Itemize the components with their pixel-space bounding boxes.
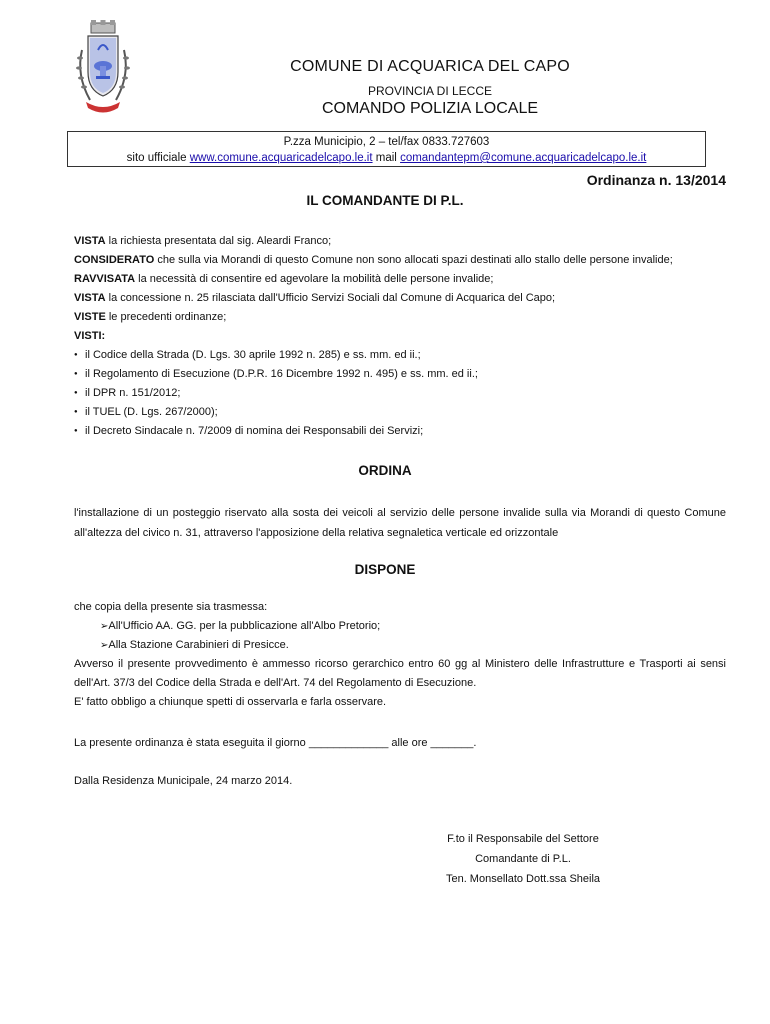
premise-keyword: CONSIDERATO bbox=[74, 254, 155, 266]
contact-links-line bbox=[68, 150, 705, 166]
premise-line bbox=[74, 289, 726, 308]
dispone-section bbox=[74, 598, 726, 712]
dispone-item: ➢ All'Ufficio AA. GG. per la pubblicazione all'Albo Pretorio; bbox=[100, 617, 726, 636]
date-line: Dalla Residenza Municipale, 24 marzo 2014. bbox=[74, 775, 293, 787]
header-provincia: PROVINCIA DI LECCE bbox=[367, 84, 493, 98]
signature-name: Ten. Monsellato Dott.ssa Sheila bbox=[445, 873, 601, 885]
dispone-intro: che copia della presente sia trasmessa: bbox=[74, 601, 268, 613]
visti-item: ● il Decreto Sindacale n. 7/2009 di nomina dei Responsabili dei Servizi; bbox=[74, 422, 726, 441]
mail-link[interactable]: comandantepm@comune.acquaricadelcapo.le.it bbox=[400, 152, 647, 164]
ordina-heading: ORDINA bbox=[358, 463, 412, 478]
premise-text: la necessità di consentire ed agevolare la mobilità delle persone invalide; bbox=[135, 273, 494, 285]
premise-text: che sulla via Morandi di questo Comune non sono allocati spazi destinati allo stallo delle persone invalide; bbox=[154, 254, 673, 266]
mail-label: mail bbox=[375, 152, 397, 164]
signature-role: F.to il Responsabile del Settore bbox=[447, 833, 599, 845]
ordina-text: l'installazione di un posteggio riservato alla sosta dei veicoli al servizio delle persone invalide sulla via Morandi di questo Comune all'altezza del civico n. 31, attraverso l'apposizione della relativa segnaletica verticale ed orizzontale bbox=[74, 507, 726, 539]
premise-text: la richiesta presentata dal sig. Aleardi Franco; bbox=[105, 235, 332, 247]
contact-box bbox=[67, 131, 706, 167]
signature-title: Comandante di P.L. bbox=[475, 853, 571, 865]
premise-keyword: RAVVISATA bbox=[74, 273, 136, 285]
eseguita-line: La presente ordinanza è stata eseguita il giorno _____________ alle ore _______. bbox=[74, 737, 477, 749]
document-title: IL COMANDANTE DI P.L. bbox=[306, 193, 464, 208]
ordinance-number: Ordinanza n. 13/2014 bbox=[586, 172, 726, 188]
visti-item: ● il Codice della Strada (D. Lgs. 30 aprile 1992 n. 285) e ss. mm. ed ii.; bbox=[74, 346, 726, 365]
visti-label: VISTI: bbox=[74, 330, 106, 342]
site-label: sito ufficiale bbox=[126, 152, 187, 164]
premise-keyword: VISTE bbox=[74, 311, 106, 323]
visti-item: ● il DPR n. 151/2012; bbox=[74, 384, 726, 403]
premise-line bbox=[74, 251, 726, 270]
premise-text: le precedenti ordinanze; bbox=[105, 311, 227, 323]
premise-line bbox=[74, 232, 726, 251]
dispone-list bbox=[74, 617, 726, 655]
premise-keyword: VISTA bbox=[74, 235, 106, 247]
contact-address: P.zza Municipio, 2 – tel/fax 0833.727603 bbox=[283, 136, 490, 148]
visti-item: ● il Regolamento di Esecuzione (D.P.R. 16 Dicembre 1992 n. 495) e ss. mm. ed ii.; bbox=[74, 365, 726, 384]
visti-list bbox=[74, 346, 726, 441]
municipal-crest-logo bbox=[70, 20, 136, 120]
dispone-item: ➢ Alla Stazione Carabinieri di Presicce. bbox=[100, 636, 726, 655]
header-comune: COMUNE DI ACQUARICA DEL CAPO bbox=[290, 58, 570, 75]
premise-text: la concessione n. 25 rilasciata dall'Ufficio Servizi Sociali dal Comune di Acquarica del Capo; bbox=[105, 292, 556, 304]
visti-item: ● il TUEL (D. Lgs. 267/2000); bbox=[74, 403, 726, 422]
premises-section bbox=[74, 232, 726, 441]
premise-line bbox=[74, 308, 726, 327]
site-link[interactable]: www.comune.acquaricadelcapo.le.it bbox=[189, 152, 373, 164]
obbligo-text: E' fatto obbligo a chiunque spetti di osservarla e farla osservare. bbox=[74, 696, 387, 708]
premise-line bbox=[74, 270, 726, 289]
dispone-heading: DISPONE bbox=[354, 562, 416, 577]
header-comando: COMANDO POLIZIA LOCALE bbox=[321, 100, 539, 117]
signature-block bbox=[440, 829, 606, 889]
ricorso-text: Avverso il presente provvedimento è ammesso ricorso gerarchico entro 60 gg al Ministero delle Infrastrutture e Trasporti ai sensi dell'Art. 37/3 del Codice della Strada e dell'Art. 74 del Regolamento di Esecuzione. bbox=[74, 658, 726, 689]
premise-keyword: VISTA bbox=[74, 292, 106, 304]
